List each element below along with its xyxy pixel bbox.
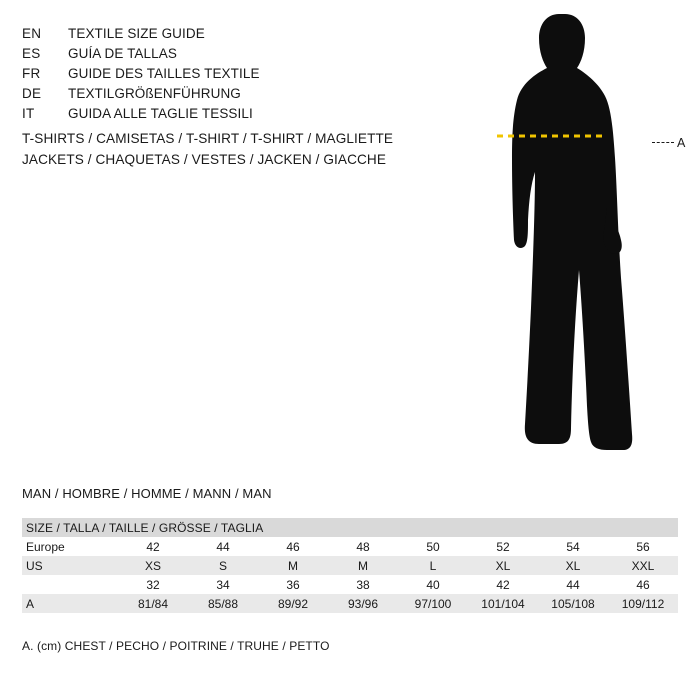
cell-value: L bbox=[398, 556, 468, 575]
table-footnote: A. (cm) CHEST / PECHO / POITRINE / TRUHE / PETTO bbox=[22, 639, 330, 653]
row-label: Europe bbox=[26, 539, 65, 554]
row-label bbox=[22, 575, 118, 594]
language-code: DE bbox=[22, 86, 42, 101]
cell-value: 44 bbox=[216, 539, 230, 554]
category-jackets: JACKETS / CHAQUETAS / VESTES / JACKEN / GIACCHE bbox=[22, 152, 386, 167]
cell-value: 81/84 bbox=[118, 594, 188, 613]
cell-value: 109/112 bbox=[608, 594, 678, 613]
cell-value: 97/100 bbox=[398, 594, 468, 613]
cell-value: 42 bbox=[496, 577, 510, 592]
table-row bbox=[22, 537, 678, 556]
language-code: ES bbox=[22, 46, 41, 61]
language-row bbox=[22, 64, 442, 84]
cell-value: S bbox=[188, 556, 258, 575]
cell-value: 46 bbox=[636, 577, 650, 592]
cell-value: 54 bbox=[566, 539, 580, 554]
garment-category-block bbox=[22, 128, 462, 170]
cell-value: 44 bbox=[566, 577, 580, 592]
measure-leader-line bbox=[652, 142, 674, 143]
category-tshirts: T-SHIRTS / CAMISETAS / T-SHIRT / T-SHIRT / MAGLIETTE bbox=[22, 131, 394, 146]
row-label: A bbox=[22, 594, 118, 613]
cell-value: 85/88 bbox=[188, 594, 258, 613]
language-code: EN bbox=[22, 26, 42, 41]
language-row bbox=[22, 24, 442, 44]
size-table bbox=[22, 518, 678, 613]
cell-value: 89/92 bbox=[258, 594, 328, 613]
male-silhouette-figure bbox=[455, 8, 700, 468]
language-row bbox=[22, 104, 442, 124]
cell-value: 101/104 bbox=[468, 594, 538, 613]
cell-value: 52 bbox=[496, 539, 510, 554]
cell-value: XL bbox=[468, 556, 538, 575]
language-title: GUIDE DES TAILLES TEXTILE bbox=[68, 66, 260, 81]
table-row bbox=[22, 594, 678, 613]
table-header-row bbox=[22, 518, 678, 537]
language-title: TEXTILGRÖßENFÜHRUNG bbox=[68, 86, 241, 101]
table-row bbox=[22, 575, 678, 594]
language-code: IT bbox=[22, 106, 35, 121]
language-title: TEXTILE SIZE GUIDE bbox=[68, 26, 205, 41]
cell-value: M bbox=[258, 556, 328, 575]
language-title: GUIDA ALLE TAGLIE TESSILI bbox=[68, 106, 253, 121]
cell-value: 50 bbox=[426, 539, 440, 554]
table-row bbox=[22, 556, 678, 575]
cell-value: 34 bbox=[216, 577, 230, 592]
cell-value: 36 bbox=[286, 577, 300, 592]
cell-value: 46 bbox=[286, 539, 300, 554]
cell-value: 40 bbox=[426, 577, 440, 592]
cell-value: 32 bbox=[146, 577, 160, 592]
row-label: US bbox=[22, 556, 118, 575]
cell-value: 38 bbox=[356, 577, 370, 592]
language-title: GUÍA DE TALLAS bbox=[68, 46, 177, 61]
table-header-label: SIZE / TALLA / TAILLE / GRÖSSE / TAGLIA bbox=[22, 518, 678, 537]
language-row bbox=[22, 84, 442, 104]
language-row bbox=[22, 44, 442, 64]
language-code: FR bbox=[22, 66, 41, 81]
cell-value: 56 bbox=[636, 539, 650, 554]
cell-value: XS bbox=[118, 556, 188, 575]
language-header-block bbox=[22, 24, 442, 124]
cell-value: 93/96 bbox=[328, 594, 398, 613]
cell-value: XL bbox=[538, 556, 608, 575]
cell-value: 42 bbox=[146, 539, 160, 554]
cell-value: M bbox=[328, 556, 398, 575]
silhouette-svg bbox=[455, 8, 700, 468]
cell-value: 105/108 bbox=[538, 594, 608, 613]
measure-label-a: A bbox=[677, 136, 686, 150]
cell-value: XXL bbox=[608, 556, 678, 575]
cell-value: 48 bbox=[356, 539, 370, 554]
table-title: MAN / HOMBRE / HOMME / MANN / MAN bbox=[22, 486, 272, 501]
